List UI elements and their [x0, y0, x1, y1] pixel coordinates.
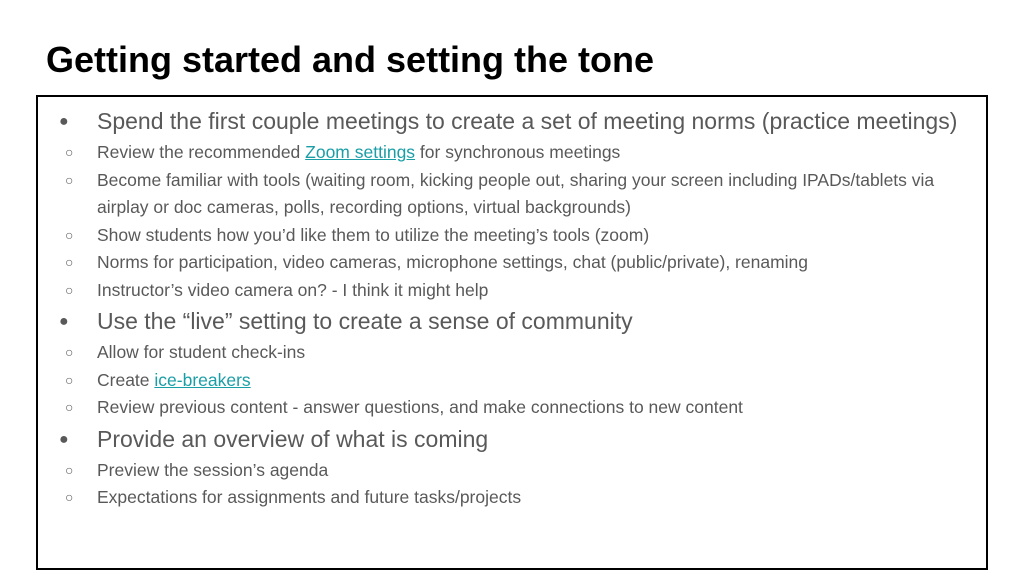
hollow-bullet-icon: ○	[65, 281, 74, 298]
filled-bullet-icon: ●	[59, 430, 69, 448]
zoom-settings-link[interactable]: Zoom settings	[305, 142, 416, 162]
sub-list	[65, 457, 986, 512]
sub-list-item	[46, 139, 986, 167]
sub-list	[65, 139, 986, 304]
sub-list-item	[46, 249, 986, 277]
sub-text: Review previous content - answer questions, and make connections to new content	[97, 397, 743, 417]
sub-text: Norms for participation, video cameras, microphone settings, chat (public/private), renaming	[97, 252, 809, 272]
sub-list-item	[46, 167, 986, 222]
sub-list	[65, 339, 986, 422]
list-item	[38, 304, 986, 422]
sub-text: Show students how you’d like them to utilize the meeting’s tools (zoom)	[97, 224, 650, 245]
hollow-bullet-icon: ○	[65, 254, 74, 270]
list-item	[38, 422, 986, 512]
hollow-bullet-icon: ○	[65, 226, 74, 243]
sub-text: Instructor’s video camera on? - I think it might help	[97, 279, 489, 300]
sub-text: Expectations for assignments and future tasks/projects	[97, 487, 522, 507]
slide-title: Getting started and setting the tone	[46, 39, 655, 80]
sub-list-item	[46, 484, 986, 512]
filled-bullet-icon: ●	[59, 113, 69, 130]
ice-breakers-link[interactable]: ice-breakers	[154, 369, 251, 390]
sub-text: Create	[97, 369, 155, 390]
sub-text: Review the recommended	[97, 142, 306, 162]
sub-list-item	[46, 277, 986, 305]
sub-text: Preview the session’s agenda	[97, 459, 329, 480]
hollow-bullet-icon: ○	[65, 489, 74, 505]
bullet-text: Provide an overview of what is coming	[97, 425, 489, 452]
sub-list-item	[46, 222, 986, 250]
sub-text: Allow for student check-ins	[97, 342, 306, 362]
hollow-bullet-icon: ○	[65, 171, 74, 188]
filled-bullet-icon: ●	[59, 313, 69, 330]
hollow-bullet-icon: ○	[65, 144, 74, 160]
sub-list-item	[46, 394, 986, 422]
bullet-text: Spend the first couple meetings to create a set of meeting norms (practice meetings)	[97, 108, 958, 134]
hollow-bullet-icon: ○	[65, 461, 74, 478]
hollow-bullet-icon: ○	[65, 399, 74, 415]
hollow-bullet-icon: ○	[65, 371, 74, 388]
content-box	[36, 95, 988, 570]
sub-list-item	[46, 339, 986, 367]
sub-text: for synchronous meetings	[415, 142, 621, 162]
bullet-text: Use the “live” setting to create a sense of community	[97, 308, 633, 334]
sub-list-item	[46, 457, 986, 485]
list-item	[38, 104, 986, 304]
sub-text: Become familiar with tools (waiting room, kicking people out, sharing your screen including IPADs/tablets via airplay or doc cameras, polls, recording options, virtual backgrounds)	[97, 169, 935, 217]
sub-list-item	[46, 367, 986, 395]
bullet-list	[38, 104, 986, 512]
hollow-bullet-icon: ○	[65, 344, 74, 360]
